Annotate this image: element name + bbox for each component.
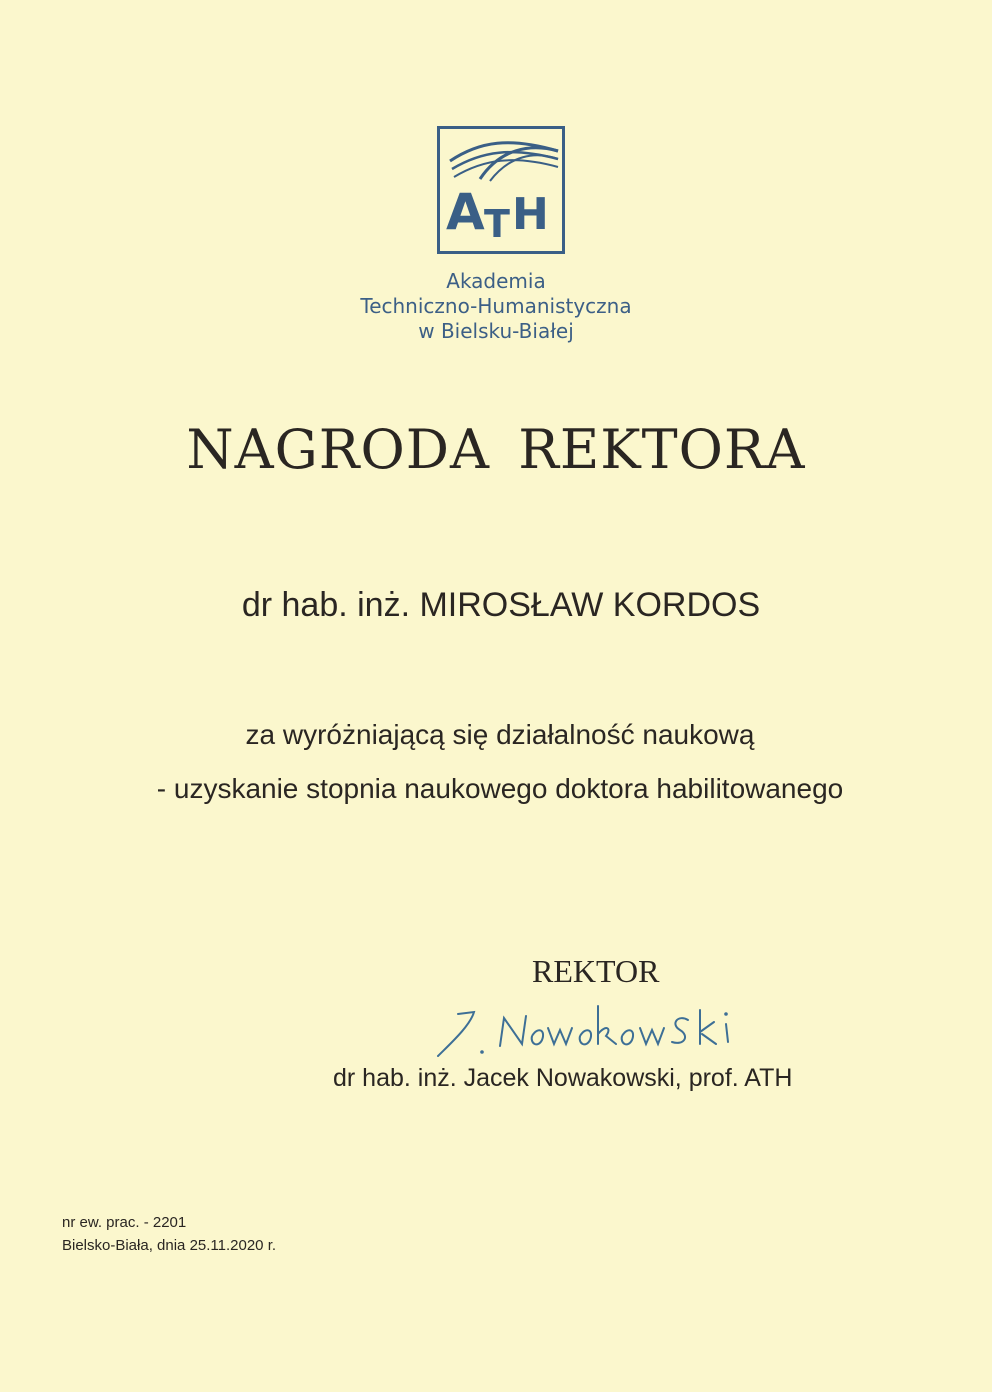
signatory-name: dr hab. inż. Jacek Nowakowski, prof. ATH <box>333 1064 793 1092</box>
institution-name-line3: w Bielsku-Białej <box>418 319 574 343</box>
award-reason-line2: - uzyskanie stopnia naukowego doktora habilitowanego <box>156 773 844 804</box>
ath-logo <box>437 126 565 254</box>
ath-logo-icon <box>440 129 562 251</box>
recipient-name: dr hab. inż. MIROSŁAW KORDOS <box>241 586 761 624</box>
institution-name-line2: Techniczno-Humanistyczna <box>360 294 632 318</box>
institution-name-line1: Akademia <box>446 269 546 293</box>
award-title: NAGRODA REKTORA <box>186 418 806 481</box>
place-and-date: Bielsko-Biała, dnia 25.11.2020 r. <box>62 1237 277 1254</box>
svg-text:T: T <box>484 202 510 246</box>
svg-text:H: H <box>512 189 549 240</box>
handwritten-signature <box>430 996 750 1066</box>
award-reason-line1: za wyróżniającą się działalność naukową <box>245 719 755 750</box>
svg-text:A: A <box>446 183 485 241</box>
record-number: nr ew. prac. - 2201 <box>62 1214 187 1231</box>
signatory-role: REKTOR <box>532 953 660 989</box>
